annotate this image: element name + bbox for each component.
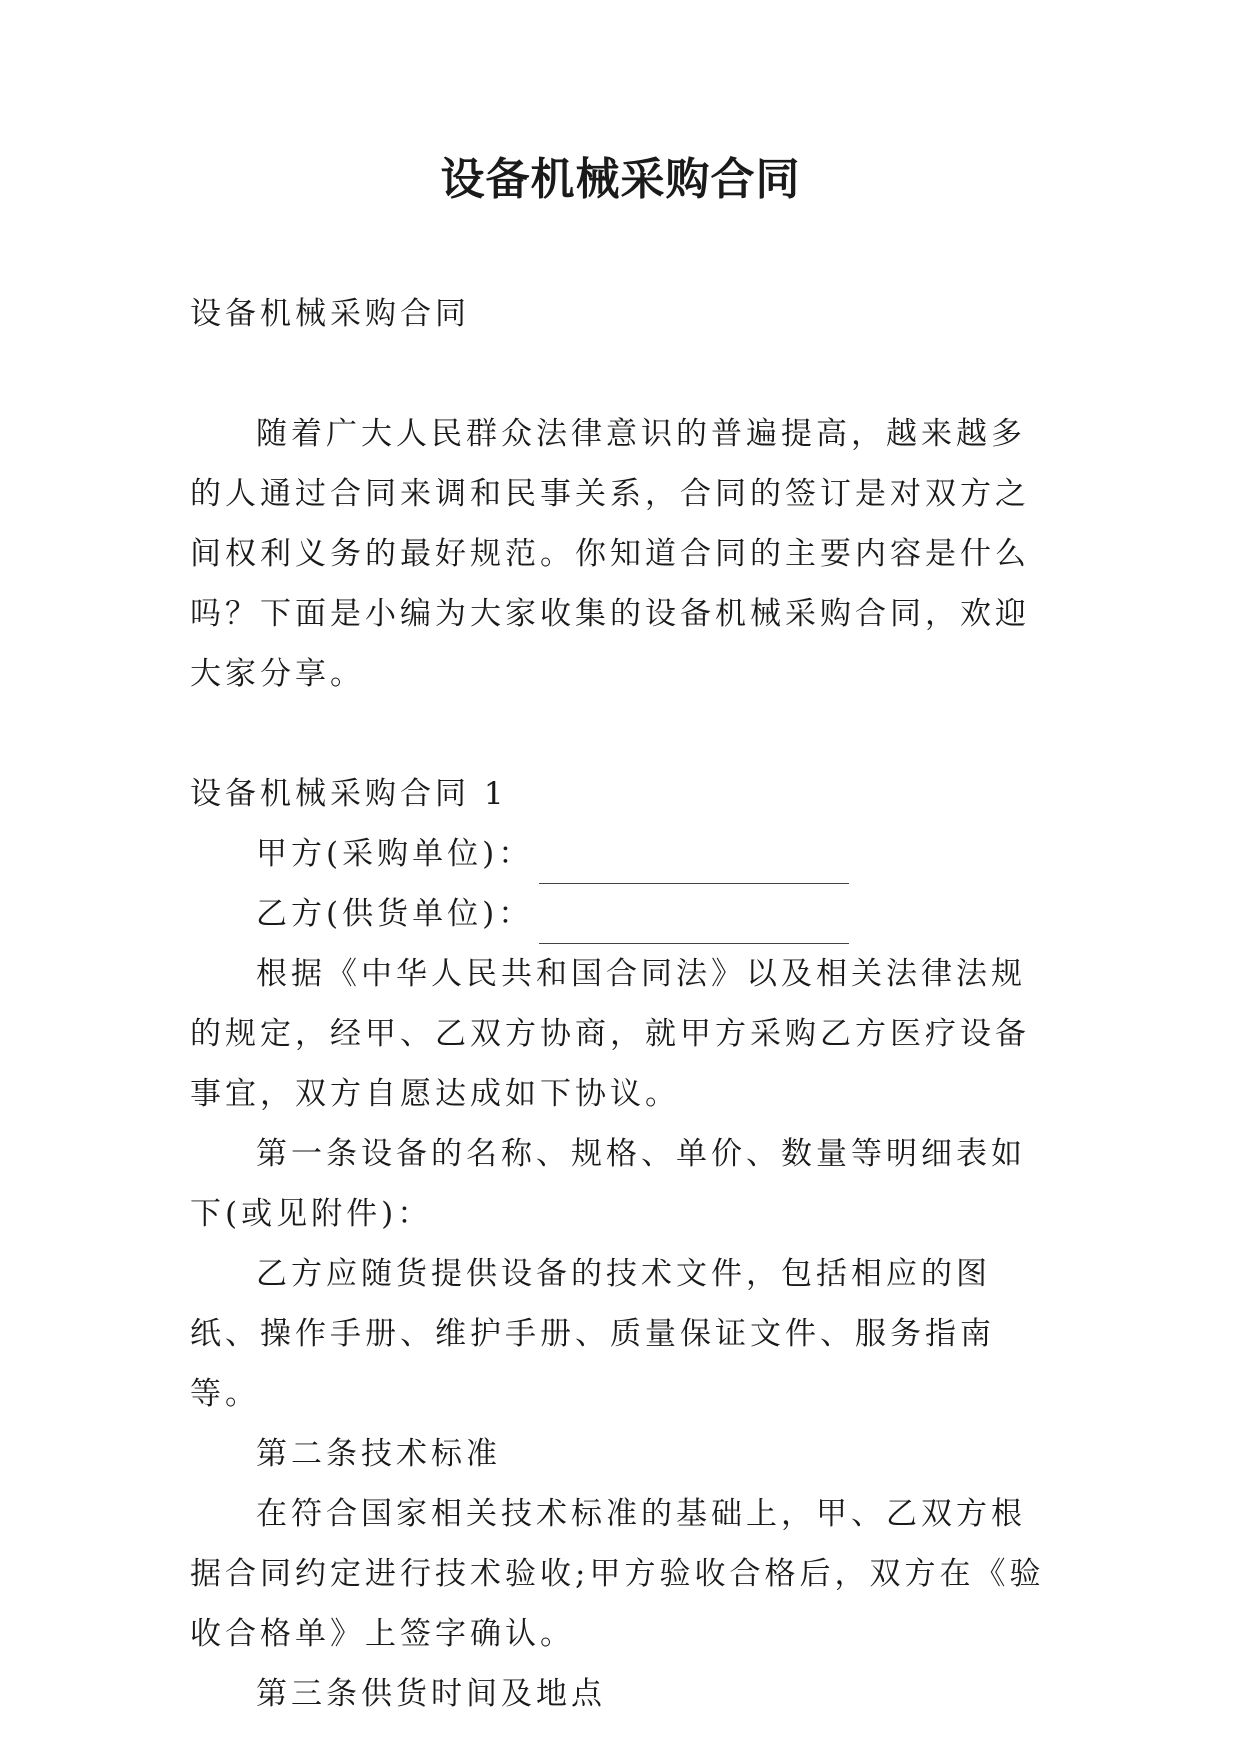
clause-paragraph: 在符合国家相关技术标准的基础上，甲、乙双方根据合同约定进行技术验收;甲方验收合格后，双方在《验收合格单》上签字确认。 [190,1496,1045,1652]
intro-paragraph: 随着广大人民群众法律意识的普遍提高，越来越多的人通过合同来调和民事关系，合同的签订是对双方之间权利义务的最好规范。你知道合同的主要内容是什么吗？下面是小编为大家收集的设备机械采购合同，欢迎大家分享。 [190,416,1030,692]
section-title: 设备机械采购合同 1 [190,776,508,812]
document-body [190,284,1050,1724]
clause-paragraph: 根据《中华人民共和国合同法》以及相关法律法规的规定，经甲、乙双方协商，就甲方采购乙方医疗设备事宜，双方自愿达成如下协议。 [190,956,1030,1112]
party-a-line [190,824,1050,884]
party-b-blank [539,899,849,944]
party-a-label: 甲方(采购单位)： [256,836,534,872]
clause-paragraph: 第一条设备的名称、规格、单价、数量等明细表如下(或见附件)： [190,1136,1026,1232]
party-b-line [190,884,1050,944]
clause-heading: 第三条供货时间及地点 [256,1676,606,1712]
spacer [190,704,1050,764]
party-a-blank [539,839,849,884]
spacer [190,344,1050,404]
clause-heading: 第二条技术标准 [256,1436,501,1472]
document-subtitle: 设备机械采购合同 [190,296,470,332]
party-b-label: 乙方(供货单位)： [256,896,534,932]
clause-paragraph: 乙方应随货提供设备的技术文件，包括相应的图纸、操作手册、维护手册、质量保证文件、服务指南等。 [190,1256,995,1412]
document-title: 设备机械采购合同 [440,154,801,205]
